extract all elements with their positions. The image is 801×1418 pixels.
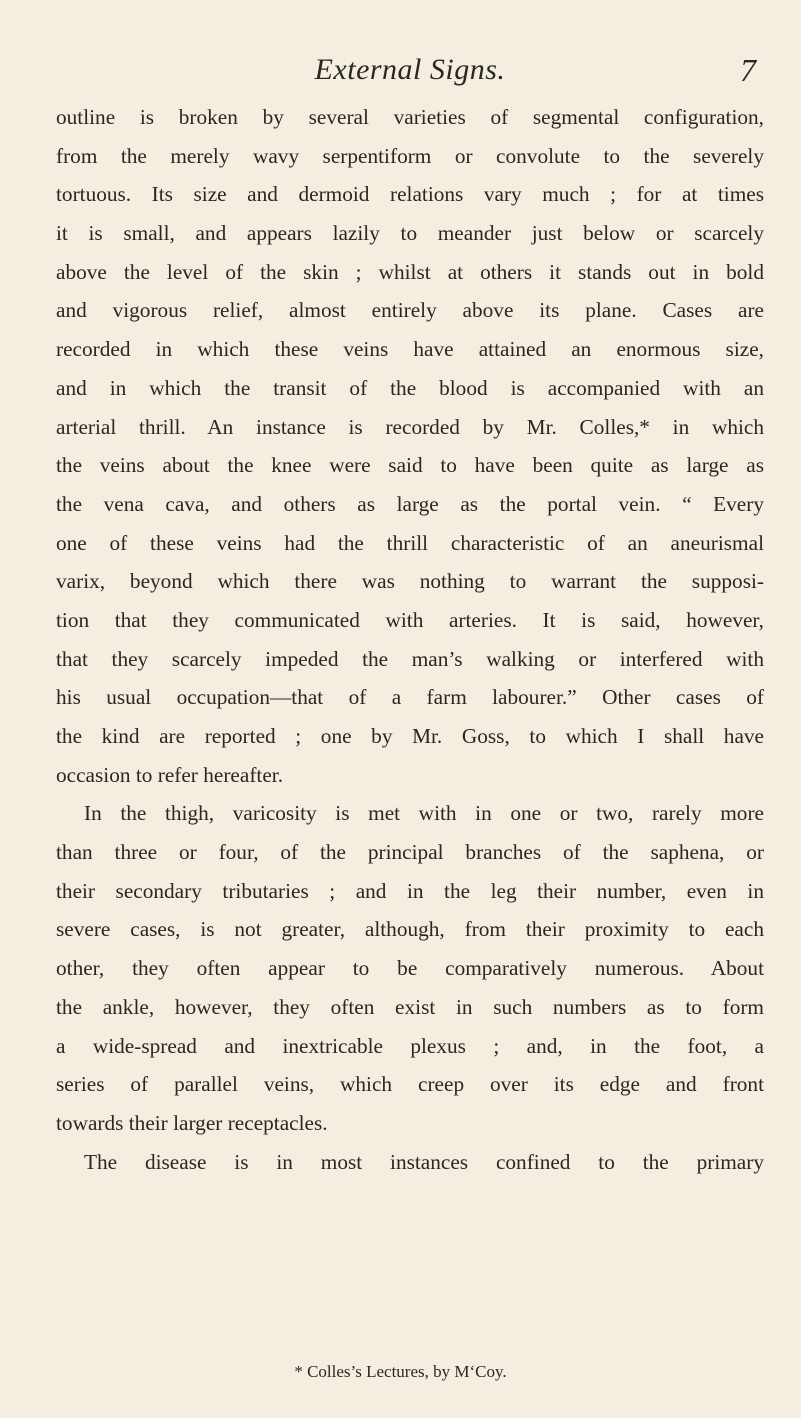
text-line: In the thigh, varicosity is met with in one or two, rarely more (84, 801, 764, 826)
text-line: above the level of the skin ; whilst at others it stands out in bold (56, 259, 764, 284)
text-line: the vena cava, and others as large as the portal vein. “ Every (56, 491, 764, 516)
text-line: varix, beyond which there was nothing to warrant the supposi- (56, 569, 764, 594)
text-line: The disease is in most instances confined to the primary (84, 1149, 764, 1174)
text-line: tortuous. Its size and dermoid relations vary much ; for at times (56, 182, 764, 207)
footnote: * Colles’s Lectures, by M‘Coy. (294, 1362, 507, 1381)
text-line: it is small, and appears lazily to meander just below or scarcely (56, 221, 764, 246)
text-line: from the merely wavy serpentiform or convolute to the severely (56, 143, 764, 168)
text-line: their secondary tributaries ; and in the leg their number, even in (56, 878, 764, 903)
text-line: the veins about the knee were said to have been quite as large as (56, 453, 764, 478)
text-line: outline is broken by several varieties of segmental configuration, (56, 105, 764, 129)
text-line: tion that they communicated with arteries. It is said, however, (56, 607, 764, 632)
text-line: recorded in which these veins have attained an enormous size, (56, 337, 764, 362)
running-title: External Signs. (314, 53, 506, 86)
text-line: other, they often appear to be comparatively numerous. About (56, 956, 764, 981)
text-line: severe cases, is not greater, although, from their proximity to each (56, 917, 764, 942)
text-line: the ankle, however, they often exist in such numbers as to form (56, 994, 764, 1019)
text-line: and in which the transit of the blood is accompanied with an (56, 375, 764, 400)
text-line: arterial thrill. An instance is recorded by Mr. Colles,* in which (56, 414, 764, 439)
text-line: his usual occupation—that of a farm labourer.” Other cases of (56, 685, 764, 710)
page-number: 7 (740, 52, 756, 88)
text-line: than three or four, of the principal branches of the saphena, or (56, 840, 764, 865)
body-text (56, 98, 764, 1181)
text-line: occasion to refer hereafter. (56, 762, 284, 787)
text-line: a wide-spread and inextricable plexus ; and, in the foot, a (56, 1033, 764, 1058)
text-line: that they scarcely impeded the man’s walking or interfered with (56, 646, 764, 671)
running-header (56, 50, 764, 100)
text-line: the kind are reported ; one by Mr. Goss, to which I shall have (56, 724, 764, 748)
text-line: series of parallel veins, which creep over its edge and front (56, 1072, 764, 1097)
text-line: one of these veins had the thrill characteristic of an aneurismal (56, 530, 764, 555)
text-line: towards their larger receptacles. (56, 1110, 328, 1135)
text-line: and vigorous relief, almost entirely above its plane. Cases are (56, 298, 764, 323)
